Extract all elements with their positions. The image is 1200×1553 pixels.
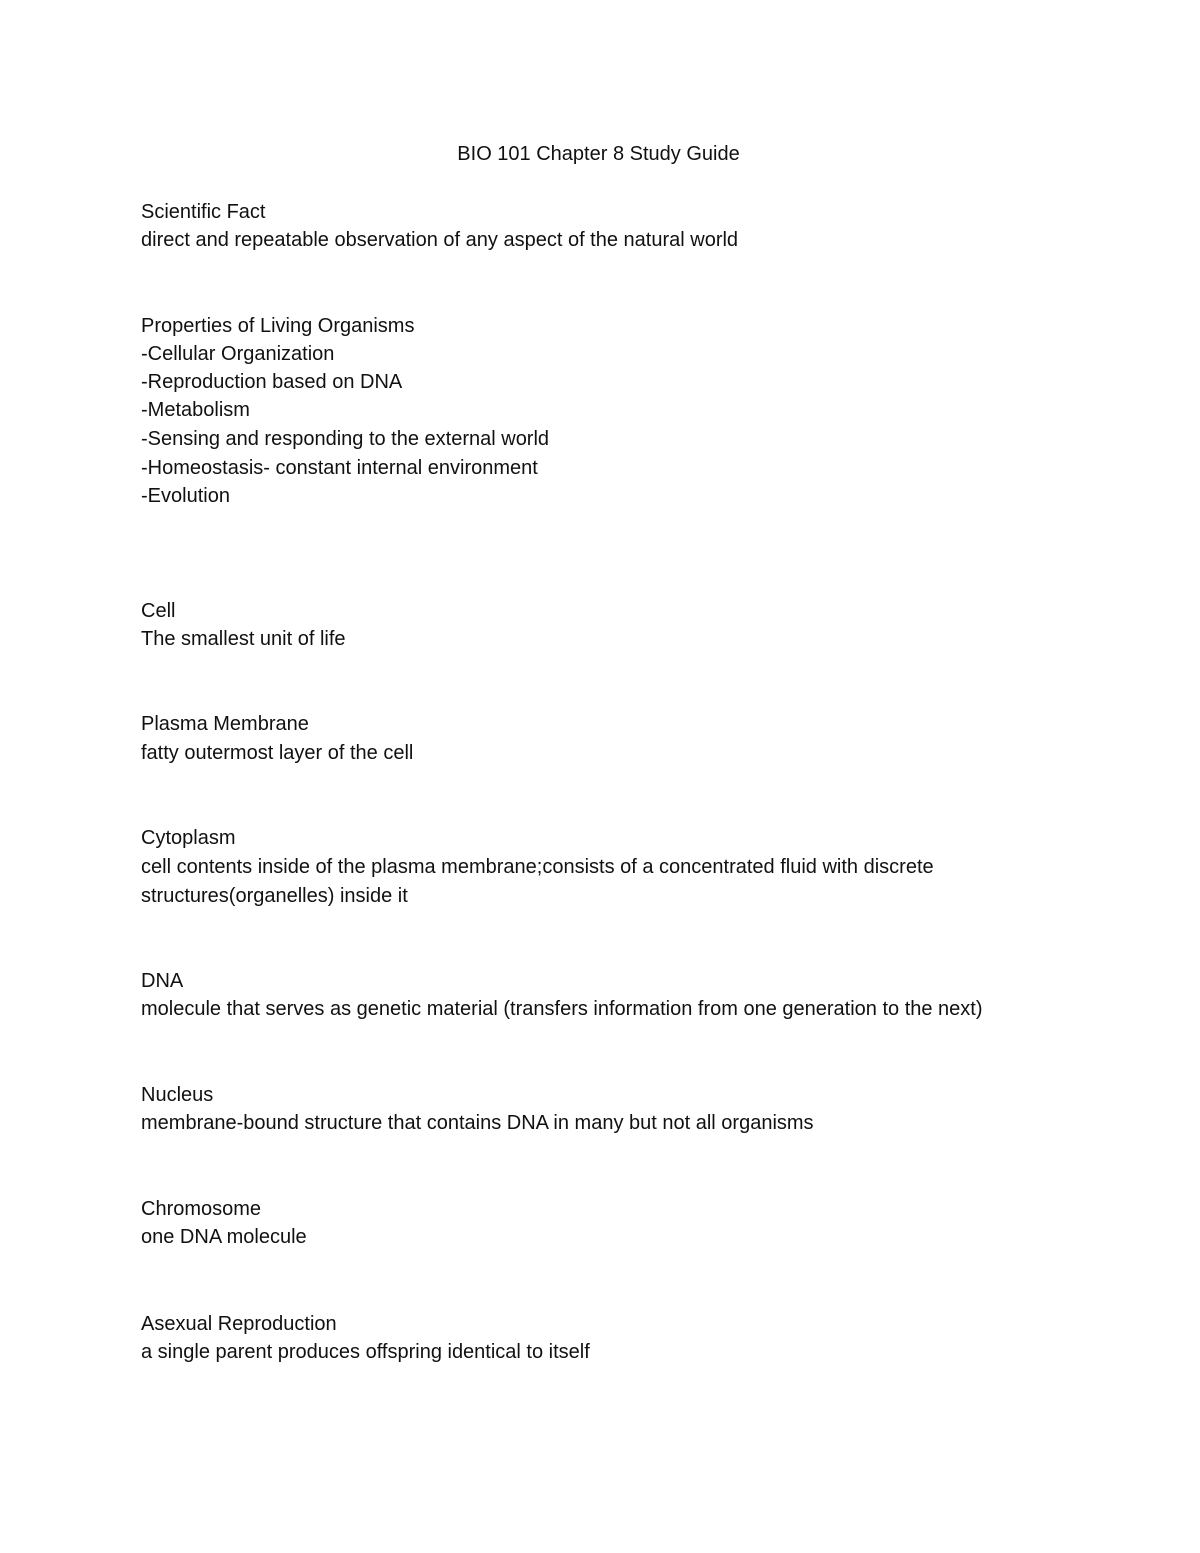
term-properties-of-living-organisms: Properties of Living Organisms <box>141 315 415 337</box>
term-plasma-membrane: Plasma Membrane <box>141 713 309 735</box>
definition-nucleus: membrane-bound structure that contains DNA in many but not all organisms <box>141 1112 814 1134</box>
property-list-item: -Reproduction based on DNA <box>141 371 403 393</box>
definition-scientific-fact: direct and repeatable observation of any aspect of the natural world <box>141 229 739 251</box>
document-title: BIO 101 Chapter 8 Study Guide <box>457 143 740 165</box>
term-cell: Cell <box>141 600 176 622</box>
term-chromosome: Chromosome <box>141 1198 262 1220</box>
term-nucleus: Nucleus <box>141 1084 214 1106</box>
term-cytoplasm: Cytoplasm <box>141 827 236 849</box>
property-list-item: -Homeostasis- constant internal environment <box>141 457 538 479</box>
term-asexual-reproduction: Asexual Reproduction <box>141 1313 337 1335</box>
property-list-item: -Evolution <box>141 485 230 507</box>
property-list-item: -Cellular Organization <box>141 343 335 365</box>
definition-plasma-membrane: fatty outermost layer of the cell <box>141 742 414 764</box>
definition-cytoplasm-line-2: structures(organelles) inside it <box>141 885 408 907</box>
property-list-item: -Metabolism <box>141 399 250 421</box>
definition-asexual-reproduction: a single parent produces offspring identical to itself <box>141 1341 590 1363</box>
definition-cell: The smallest unit of life <box>141 628 346 650</box>
definition-chromosome: one DNA molecule <box>141 1226 307 1248</box>
definition-dna: molecule that serves as genetic material (transfers information from one generation to the next) <box>141 998 983 1020</box>
definition-cytoplasm-line-1: cell contents inside of the plasma membrane;consists of a concentrated fluid with discrete <box>141 856 934 878</box>
term-dna: DNA <box>141 970 184 992</box>
term-scientific-fact: Scientific Fact <box>141 201 266 223</box>
property-list-item: -Sensing and responding to the external world <box>141 428 550 450</box>
